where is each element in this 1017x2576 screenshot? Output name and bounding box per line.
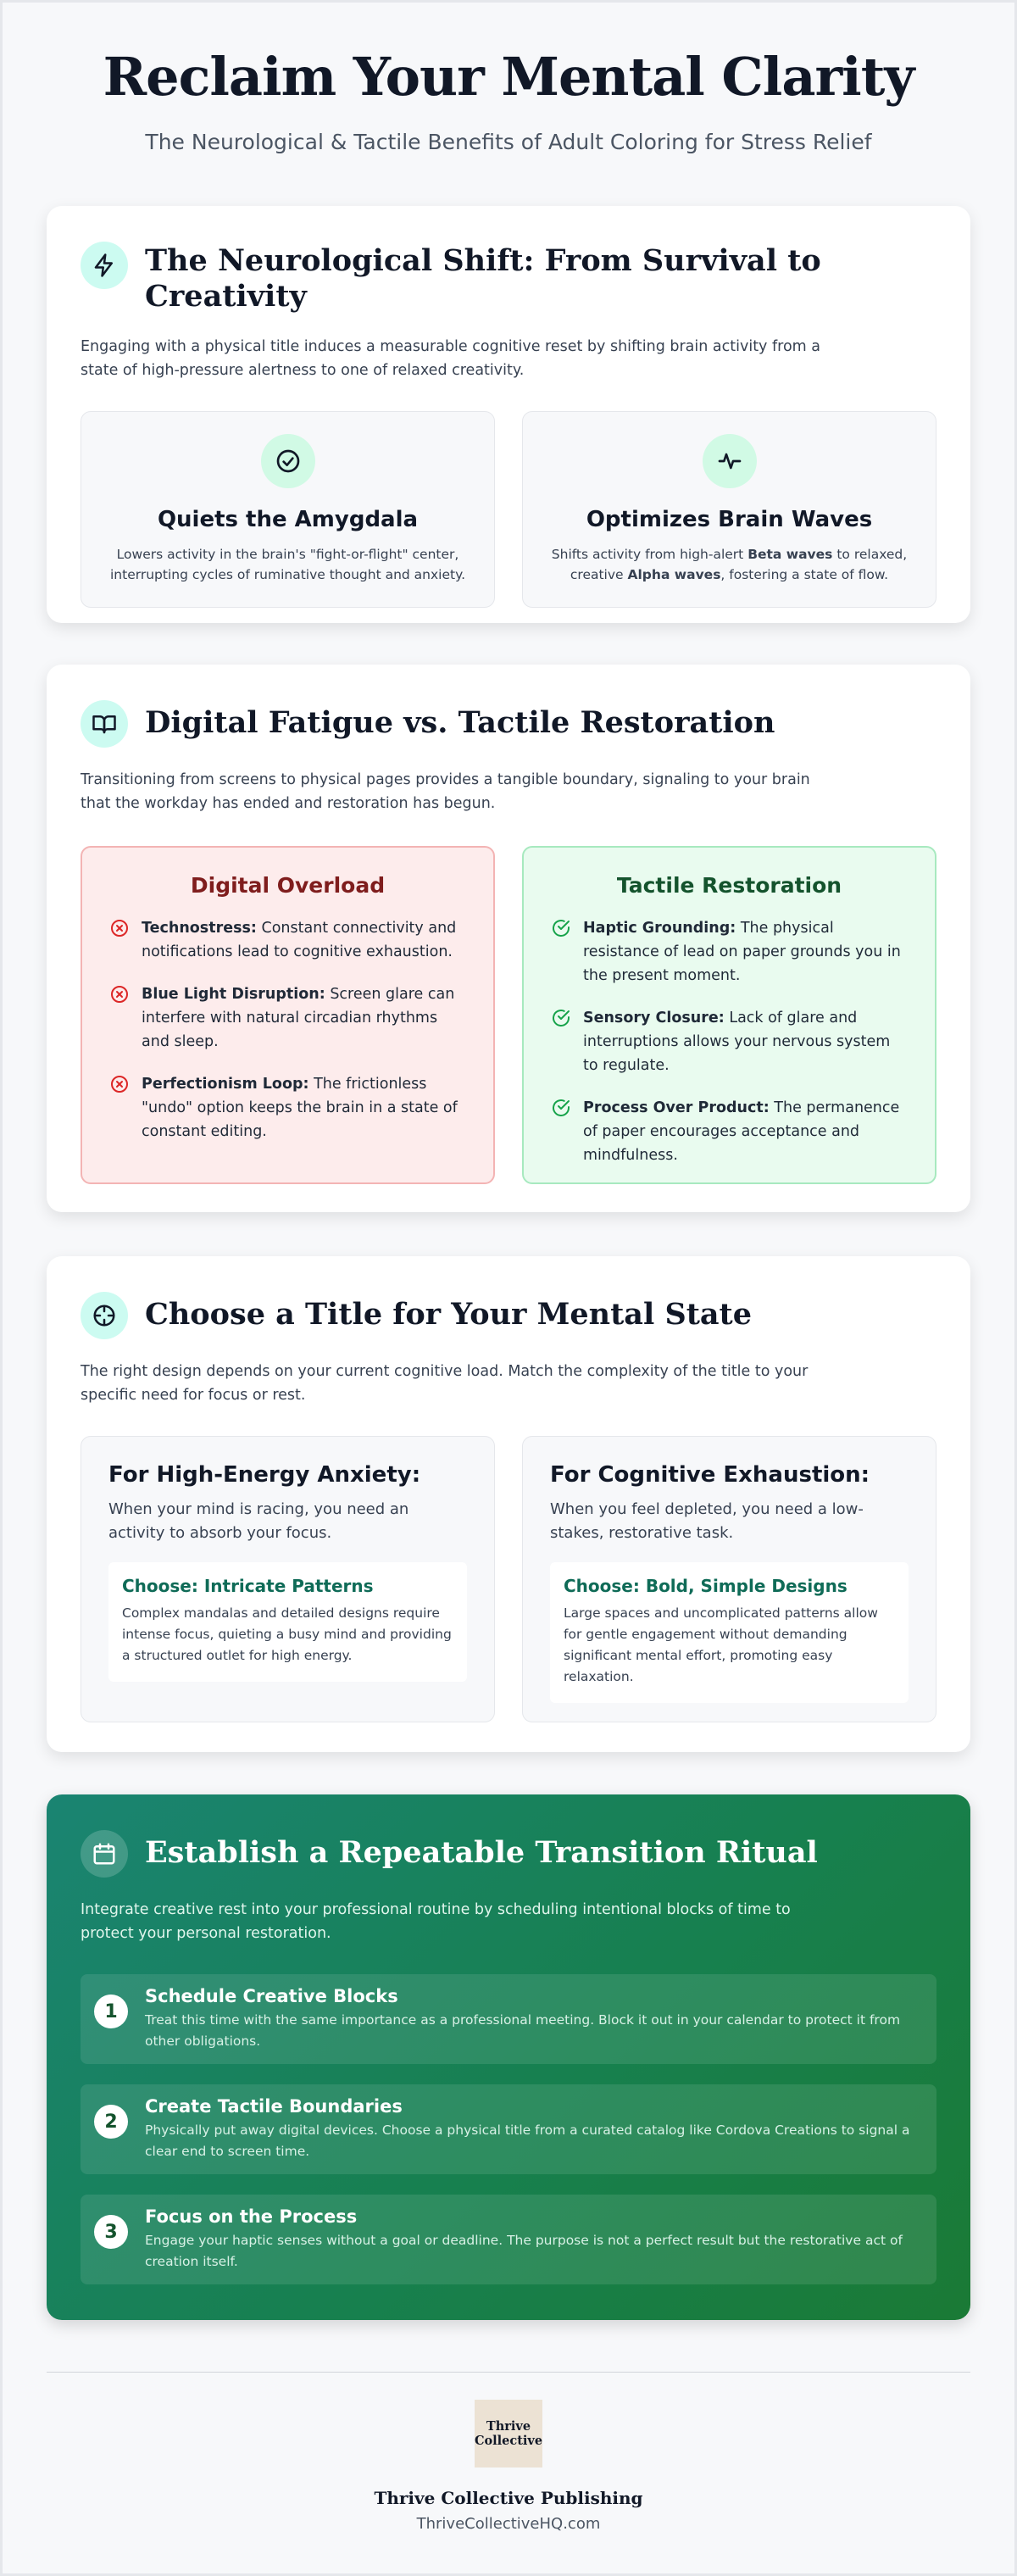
tactile-restoration-box	[522, 846, 936, 1184]
step-text: Treat this time with the same importance as a professional meeting. Block it out in your calendar to protect it from other obligations.	[145, 2012, 901, 2049]
state-box-anxiety	[81, 1436, 495, 1722]
step-number: 3	[94, 2215, 128, 2249]
state-box-exhaustion	[522, 1436, 936, 1722]
benefit-text: Lowers activity in the brain's "fight-or-flight" center, interrupting cycles of ruminative thought and anxiety.	[110, 547, 465, 582]
state-title: For Cognitive Exhaustion:	[550, 1462, 870, 1488]
pulse-icon	[703, 434, 757, 488]
x-circle-icon	[109, 918, 130, 938]
ritual-step	[81, 2084, 936, 2174]
list-item: Blue Light Disruption: Screen glare can interfere with natural circadian rhythms and sleep.	[109, 982, 466, 1054]
state-text: When your mind is racing, you need an activity to absorb your focus.	[108, 1500, 409, 1542]
list-item: Technostress: Constant connectivity and notifications lead to cognitive exhaustion.	[109, 916, 466, 964]
section-title: The Neurological Shift: From Survival to Creativity	[145, 243, 821, 314]
benefit-box-brain-waves	[522, 411, 936, 608]
calendar-icon	[81, 1830, 128, 1878]
card-header	[81, 1830, 936, 1878]
recommendation-text: Large spaces and uncomplicated patterns allow for gentle engagement without demanding significant mental effort, promoting easy relaxation.	[564, 1605, 878, 1684]
benefit-title: Quiets the Amygdala	[157, 507, 419, 532]
step-number: 2	[94, 2105, 128, 2139]
state-text: When you feel depleted, you need a low-stakes, restorative task.	[550, 1500, 864, 1542]
list-item: Perfectionism Loop: The frictionless "undo" option keeps the brain in a state of constant editing.	[109, 1072, 466, 1143]
publisher-logo: Thrive Collective	[475, 2400, 542, 2468]
beta-waves-term: Beta waves	[747, 547, 833, 562]
ritual-step	[81, 2195, 936, 2284]
mental-state-columns	[81, 1436, 936, 1722]
digital-overload-title: Digital Overload	[190, 873, 386, 898]
publisher-name: Thrive Collective Publishing	[374, 2488, 643, 2508]
alpha-waves-term: Alpha waves	[627, 567, 721, 582]
benefit-text: Shifts activity from high-alert Beta waves to relaxed, creative Alpha waves, fostering a state of flow.	[551, 547, 908, 582]
benefit-box-amygdala	[81, 411, 495, 608]
recommendation-box	[108, 1562, 467, 1682]
section-intro: Engaging with a physical title induces a measurable cognitive reset by shifting brain activity from a state of high-pressure alertness to one of relaxed creativity.	[81, 338, 820, 379]
check-circle-icon	[551, 1008, 571, 1028]
step-text: Physically put away digital devices. Choose a physical title from a curated catalog like Cordova Creations to signal a clear end to screen time.	[145, 2123, 910, 2159]
x-circle-icon	[109, 984, 130, 1004]
hero-header	[47, 3, 970, 154]
section-intro: The right design depends on your current cognitive load. Match the complexity of the title to your specific need for focus or rest.	[81, 1363, 809, 1404]
card-header	[81, 1292, 936, 1339]
section-title: Digital Fatigue vs. Tactile Restoration	[145, 705, 775, 740]
x-circle-icon	[109, 1074, 130, 1094]
publisher-website[interactable]: ThriveCollectiveHQ.com	[416, 2515, 601, 2533]
recommendation-text: Complex mandalas and detailed designs require intense focus, quieting a busy mind and providing a structured outlet for high energy.	[122, 1605, 452, 1663]
transition-ritual-card	[47, 1794, 970, 2320]
state-title: For High-Energy Anxiety:	[108, 1462, 421, 1488]
crosshair-icon	[81, 1292, 128, 1339]
digital-overload-box	[81, 846, 495, 1184]
open-book-icon	[81, 700, 128, 748]
digital-fatigue-card	[47, 665, 970, 1212]
card-header	[81, 700, 936, 748]
ritual-step	[81, 1974, 936, 2064]
recommendation-title: Choose: Bold, Simple Designs	[564, 1576, 848, 1596]
section-intro: Integrate creative rest into your professional routine by scheduling intentional blocks of time to protect your personal restoration.	[81, 1901, 791, 1942]
comparison-columns	[81, 846, 936, 1184]
recommendation-box	[550, 1562, 909, 1703]
footer	[47, 2372, 970, 2533]
page-subtitle: The Neurological & Tactile Benefits of Adult Coloring for Stress Relief	[145, 130, 872, 154]
section-title: Choose a Title for Your Mental State	[145, 1297, 752, 1332]
tactile-restoration-title: Tactile Restoration	[616, 873, 842, 898]
recommendation-title: Choose: Intricate Patterns	[122, 1576, 374, 1596]
list-item: Haptic Grounding: The physical resistance of lead on paper grounds you in the present moment.	[551, 916, 908, 988]
benefit-boxes	[81, 411, 936, 608]
check-circle-icon	[261, 434, 315, 488]
ritual-steps	[81, 1974, 936, 2284]
neurological-shift-card	[47, 206, 970, 623]
step-text: Engage your haptic senses without a goal or deadline. The purpose is not a perfect result but the restorative act of creation itself.	[145, 2233, 903, 2269]
lightning-icon	[81, 242, 128, 289]
section-intro: Transitioning from screens to physical pages provides a tangible boundary, signaling to your brain that the workday has ended and restoration has begun.	[81, 771, 810, 812]
step-title: Focus on the Process	[145, 2206, 358, 2227]
check-circle-icon	[551, 1098, 571, 1118]
list-item: Process Over Product: The permanence of paper encourages acceptance and mindfulness.	[551, 1096, 908, 1167]
list-item: Sensory Closure: Lack of glare and interruptions allows your nervous system to regulate.	[551, 1006, 908, 1077]
choose-title-card	[47, 1256, 970, 1752]
page-title: Reclaim Your Mental Clarity	[103, 46, 914, 108]
benefit-title: Optimizes Brain Waves	[586, 507, 873, 532]
step-title: Create Tactile Boundaries	[145, 2096, 403, 2117]
step-number: 1	[94, 1995, 128, 2028]
card-header	[81, 242, 936, 314]
step-title: Schedule Creative Blocks	[145, 1986, 398, 2006]
section-title: Establish a Repeatable Transition Ritual	[145, 1835, 818, 1870]
check-circle-icon	[551, 918, 571, 938]
